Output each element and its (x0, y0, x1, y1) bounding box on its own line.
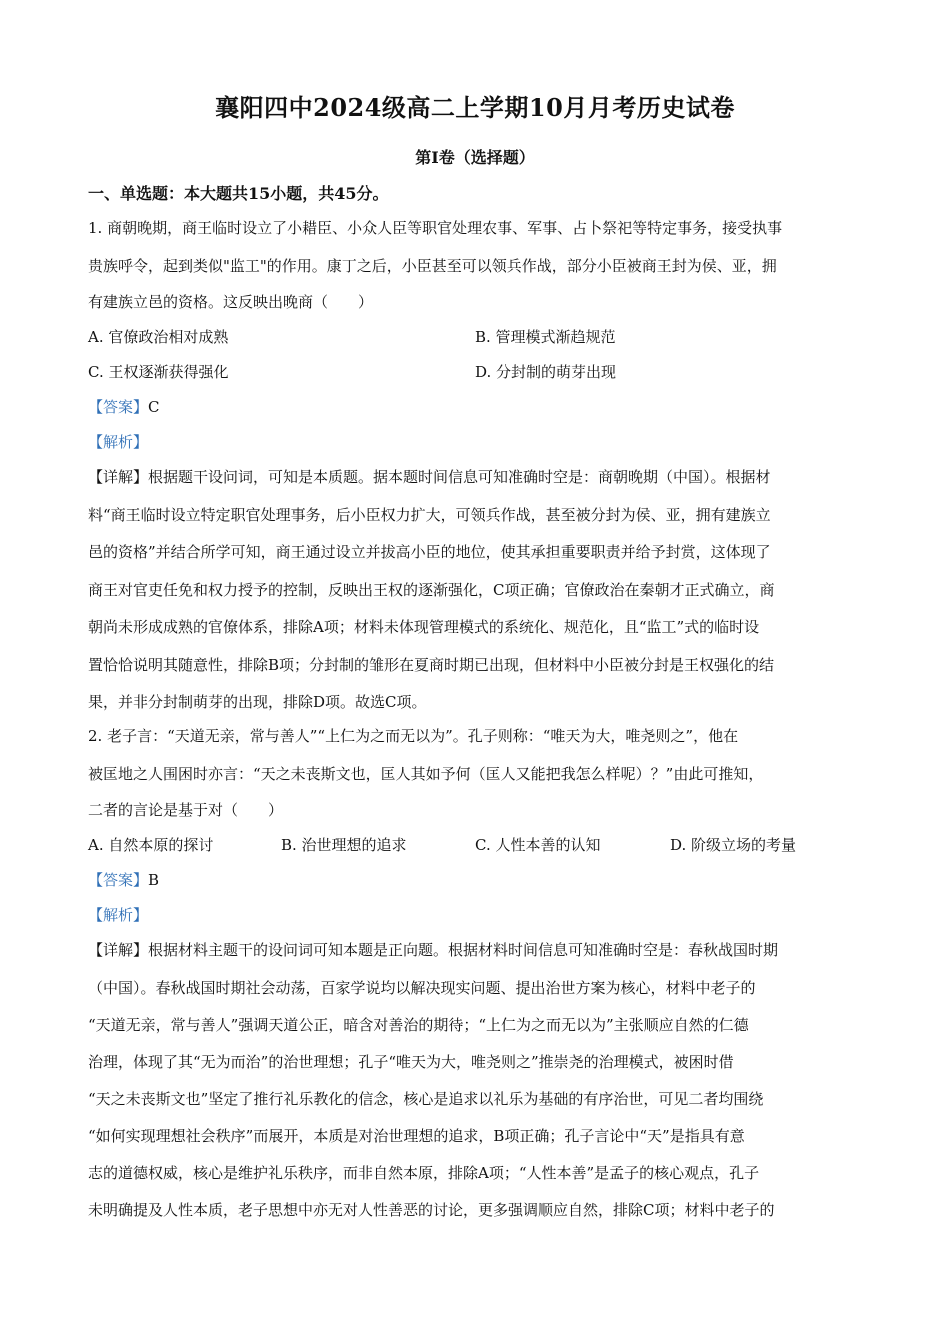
q1-detail-line: 料“商王临时设立特定职官处理事务，后小臣权力扩大，可领兵作战，甚至被分封为侯、亚，拥有建族立 (88, 506, 771, 524)
q1-detail-line: 置恰恰说明其随意性，排除B项；分封制的雏形在夏商时期已出现，但材料中小臣被分封是王权强化的结 (88, 656, 775, 674)
q1-analysis-heading (88, 432, 148, 452)
q1-option-a: A. 官僚政治相对成熟 (88, 328, 229, 346)
q2-stem-line: 被匡地之人围困时亦言：“天之未丧斯文也，匡人其如予何（匡人又能把我怎么样呢）？”由此可推知， (88, 765, 764, 783)
q2-detail-text: 根据材料主题干的设问词可知本题是正向题。根据材料时间信息可知准确时空是：春秋战国时期 (148, 941, 779, 959)
q1-detail-line: 朝尚未形成成熟的官僚体系，排除A项；材料未体现管理模式的系统化、规范化，且“监工”式的临时设 (88, 618, 760, 636)
exam-title: 襄阳四中2024级高二上学期10月月考历史试卷 (215, 93, 735, 122)
q1-stem-line: 1. 商朝晚期，商王临时设立了小耤臣、小众人臣等职官处理农事、军事、占卜祭祀等特定事务，接受执事 (88, 219, 783, 237)
q1-answer-value: C (148, 398, 160, 416)
q2-detail-line: “天之未丧斯文也”坚定了推行礼乐教化的信念，核心是追求以礼乐为基础的有序治世，可见二者均围绕 (88, 1090, 764, 1108)
analysis-tag: 【解析】 (88, 433, 149, 451)
q2-answer (88, 870, 159, 890)
q2-detail-line: “如何实现理想社会秩序”而展开，本质是对治世理想的追求，B项正确；孔子言论中“天”是指具有意 (88, 1127, 745, 1145)
q2-detail-line: 治理，体现了其“无为而治”的治世理想；孔子“唯天为大，唯尧则之”推崇尧的治理模式，被困时借 (88, 1053, 734, 1071)
q1-stem-line: 有建族立邑的资格。这反映出晚商（ ） (88, 293, 374, 311)
q2-detail-line: 志的道德权威，核心是维护礼乐秩序，而非自然本原，排除A项；“人性本善”是孟子的核心观点，孔子 (88, 1164, 760, 1182)
detail-tag: 【详解】 (88, 941, 149, 959)
q2-option-d: D. 阶级立场的考量 (670, 836, 797, 854)
q2-answer-value: B (148, 871, 160, 889)
q1-option-c: C. 王权逐渐获得强化 (88, 363, 229, 381)
q1-detail-text: 根据题干设问词，可知是本质题。据本题时间信息可知准确时空是：商朝晚期（中国）。根据材 (148, 468, 771, 486)
section-heading: 一、单选题：本大题共15小题，共45分。 (88, 184, 389, 203)
q2-detail-line (88, 940, 863, 960)
q1-answer (88, 397, 160, 417)
q2-option-a: A. 自然本原的探讨 (88, 836, 214, 854)
q2-stem-line: 2. 老子言：“天道无亲，常与善人”“上仁为之而无以为”。孔子则称：“唯天为大，唯尧则之”，他在 (88, 727, 739, 745)
q2-detail-line: “天道无亲，常与善人”强调天道公正，暗含对善治的期待；“上仁为之而无以为”主张顺应自然的仁德 (88, 1016, 749, 1034)
q1-detail-line: 果，并非分封制萌芽的出现，排除D项。故选C项。 (88, 693, 427, 711)
answer-tag: 【答案】 (88, 398, 149, 416)
q1-option-d: D. 分封制的萌芽出现 (475, 363, 617, 381)
analysis-tag: 【解析】 (88, 906, 149, 924)
q1-detail-line: 邑的资格”并结合所学可知，商王通过设立并拔高小臣的地位，使其承担重要职责并给予封赏，这体现了 (88, 543, 771, 561)
volume-subtitle: 第Ⅰ卷（选择题） (415, 148, 535, 167)
q2-option-c: C. 人性本善的认知 (475, 836, 601, 854)
q1-option-b: B. 管理模式渐趋规范 (475, 328, 616, 346)
q2-stem-line: 二者的言论是基于对（ ） (88, 801, 284, 819)
answer-tag: 【答案】 (88, 871, 149, 889)
detail-tag: 【详解】 (88, 468, 149, 486)
q2-detail-line: （中国）。春秋战国时期社会动荡，百家学说均以解决现实问题、提出治世方案为核心，材料中老子的 (88, 979, 756, 997)
q1-detail-line (88, 467, 863, 487)
q2-option-b: B. 治世理想的追求 (281, 836, 407, 854)
q1-stem-line: 贵族呼令，起到类似"监工"的作用。康丁之后，小臣甚至可以领兵作战，部分小臣被商王封为侯、亚，拥 (88, 257, 777, 275)
q2-detail-line: 未明确提及人性本质，老子思想中亦无对人性善恶的讨论，更多强调顺应自然，排除C项；材料中老子的 (88, 1201, 775, 1219)
q1-detail-line: 商王对官吏任免和权力授予的控制，反映出王权的逐渐强化，C项正确；官僚政治在秦朝才正式确立，商 (88, 581, 775, 599)
q2-analysis-heading (88, 905, 148, 925)
